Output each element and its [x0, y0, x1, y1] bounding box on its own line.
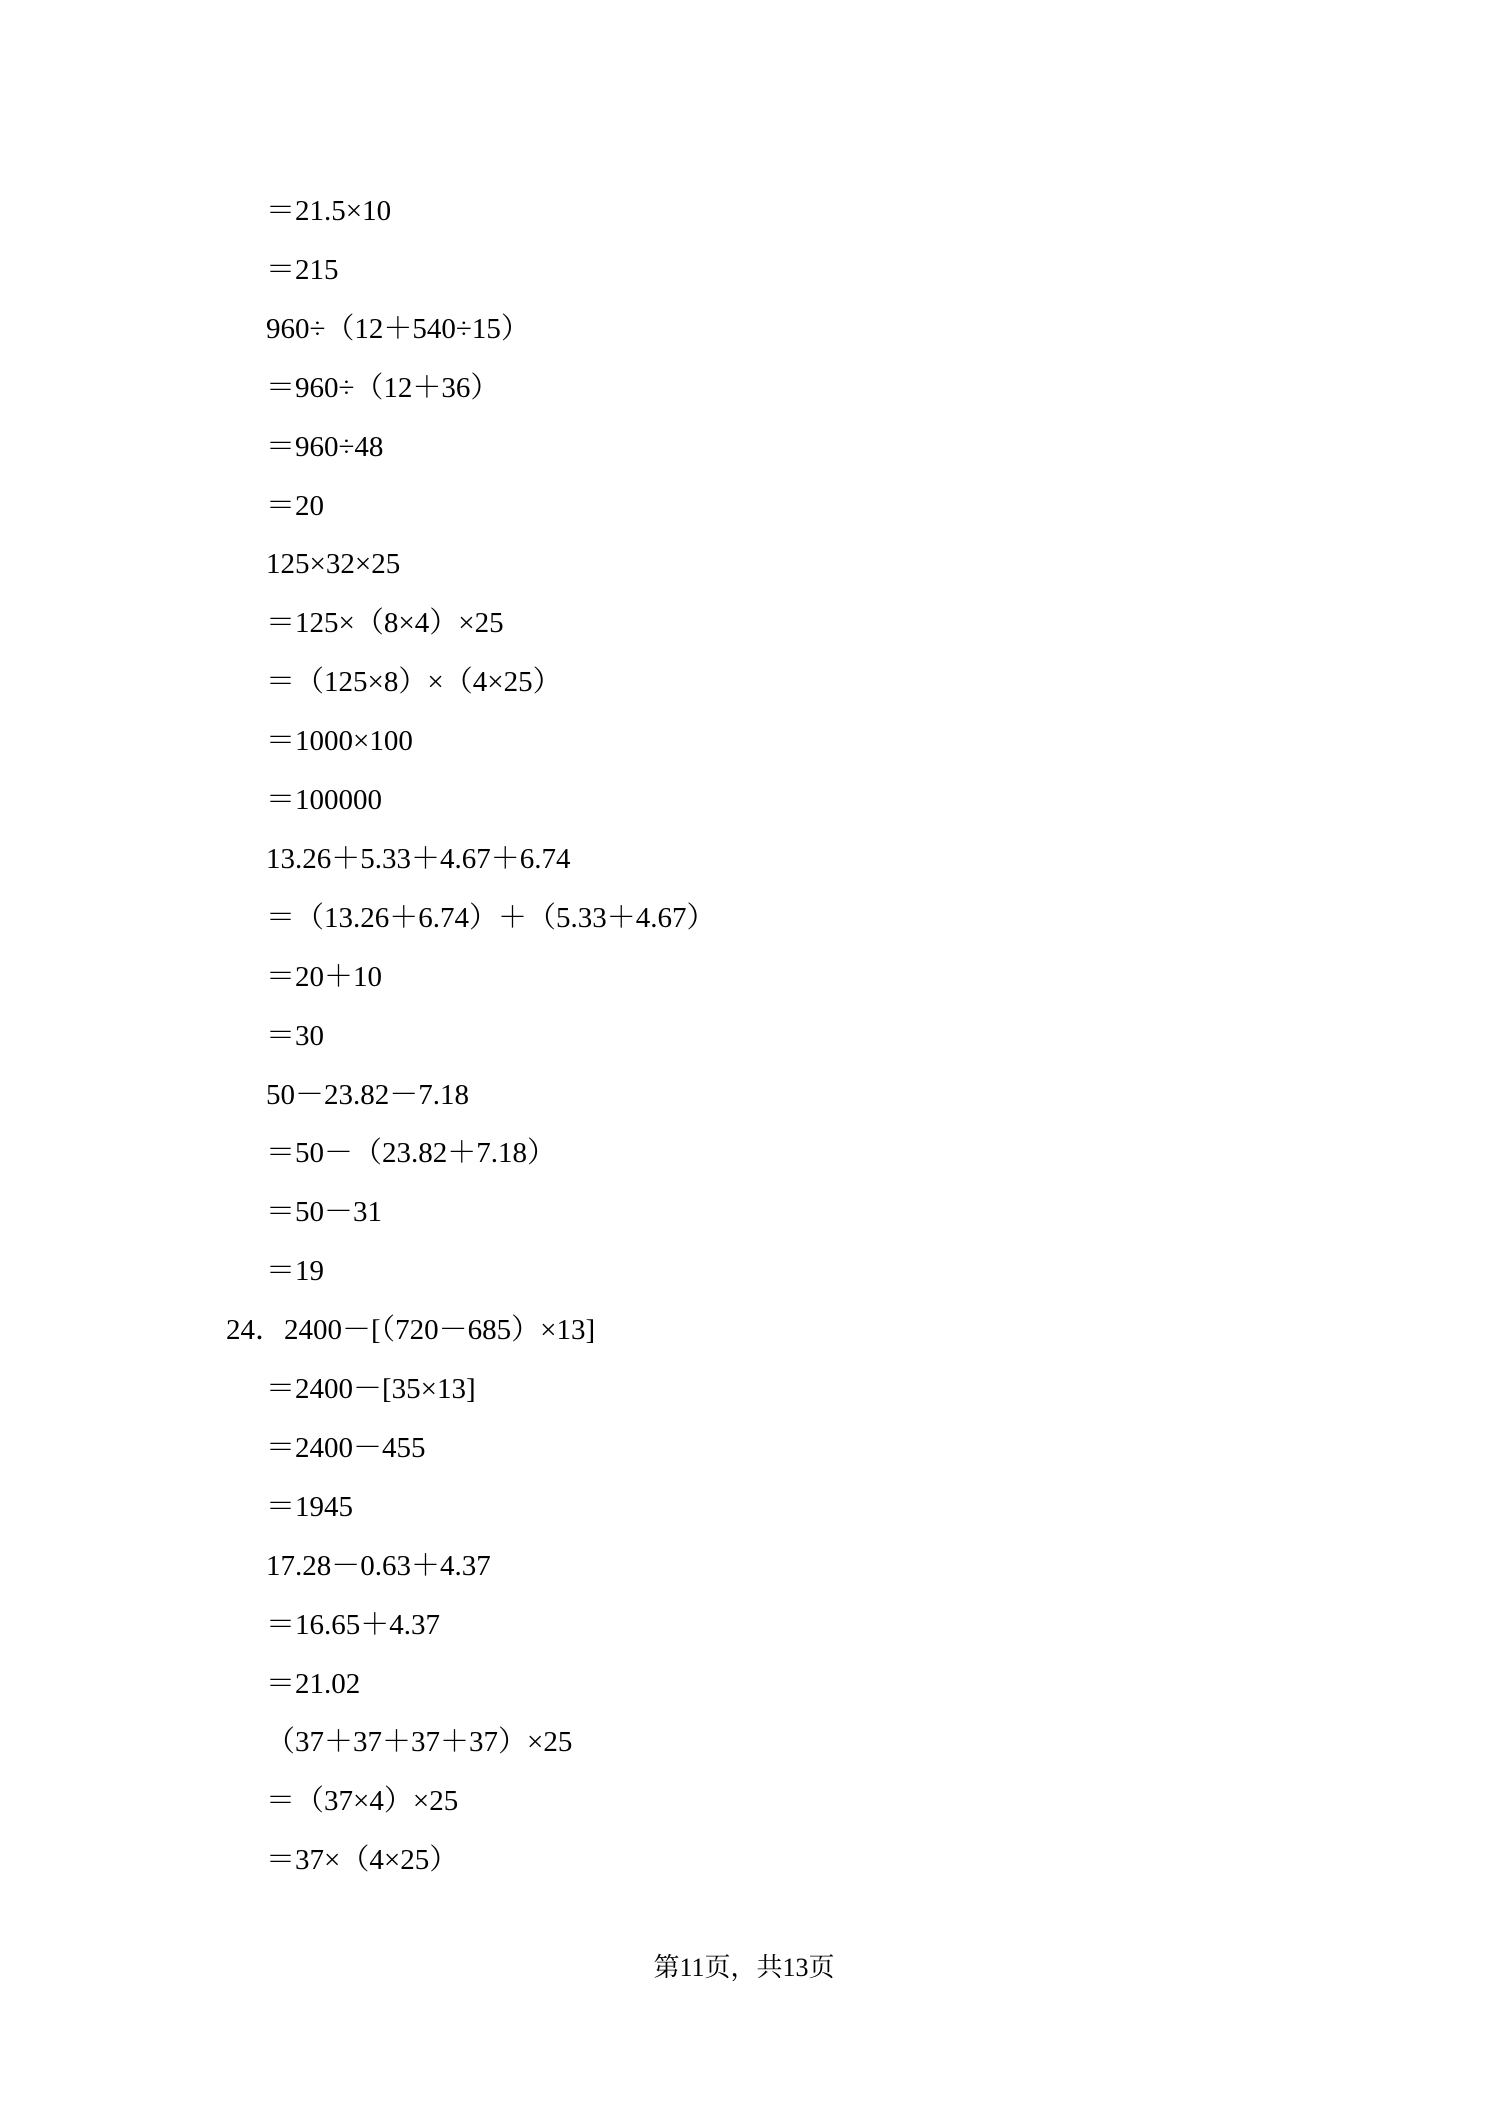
step-line: ＝50－（23.82＋7.18）	[266, 1137, 557, 1169]
expression-line: 960÷（12＋540÷15）	[266, 313, 530, 345]
expression-line: 50－23.82－7.18	[266, 1079, 470, 1111]
step-line: ＝19	[266, 1255, 325, 1287]
page-footer: 第11页，共13页	[653, 1953, 835, 1982]
step-line: ＝（37×4）×25	[266, 1785, 459, 1817]
expression-line: 13.26＋5.33＋4.67＋6.74	[266, 843, 571, 875]
step-line: ＝2400－[35×13]	[266, 1373, 476, 1405]
step-line: ＝1945	[266, 1491, 354, 1523]
step-line: ＝30	[266, 1020, 325, 1052]
step-line: ＝960÷（12＋36）	[266, 372, 500, 404]
step-line: ＝（13.26＋6.74）＋（5.33＋4.67）	[266, 902, 716, 934]
step-line: ＝2400－455	[266, 1432, 426, 1464]
step-line: ＝16.65＋4.37	[266, 1609, 441, 1641]
expression-line: 125×32×25	[266, 548, 401, 580]
expression-line: 17.28－0.63＋4.37	[266, 1550, 491, 1582]
step-line: ＝20＋10	[266, 961, 383, 993]
step-line: ＝960÷48	[266, 431, 384, 463]
problem-line: 24．2400－[（720－685）×13]	[226, 1314, 596, 1346]
step-line: ＝20	[266, 490, 325, 522]
step-line: ＝1000×100	[266, 725, 413, 757]
expression-line: （37＋37＋37＋37）×25	[266, 1726, 573, 1758]
step-line: ＝（125×8）×（4×25）	[266, 666, 562, 698]
step-line: ＝100000	[266, 784, 383, 816]
step-line: ＝215	[266, 254, 339, 286]
step-line: ＝21.5×10	[266, 195, 392, 227]
step-line: ＝125×（8×4）×25	[266, 607, 504, 639]
step-line: ＝50－31	[266, 1196, 383, 1228]
step-line: ＝37×（4×25）	[266, 1844, 459, 1876]
step-line: ＝21.02	[266, 1668, 361, 1700]
